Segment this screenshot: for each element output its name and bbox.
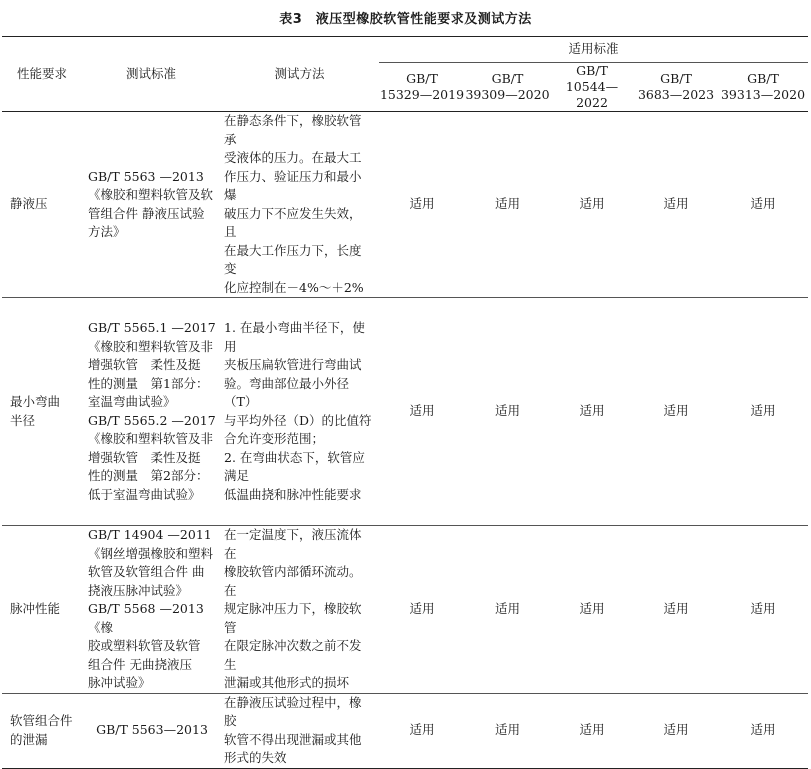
applicability-cell: 适用 [579, 601, 605, 616]
table-header [2, 37, 808, 112]
applicability-cell: 适用 [494, 403, 520, 419]
header-test-method: 测试方法 [220, 37, 379, 112]
test-method: 在静液压试验过程中，橡胶 软管不得出现泄漏或其他 形式的失效 [224, 694, 362, 765]
test-standard: GB/T 5563—2013 [96, 722, 208, 738]
applicability-cell: 适用 [409, 722, 435, 738]
test-method: 在静态条件下，橡胶软管承 受液体的压力。在最大工 作压力、验证压力和最小爆 破压力下不应发生失效，且 在最大工作压力下，长度变 化应控制在－4%～＋2% [224, 113, 364, 295]
applicability-cell: 适用 [409, 601, 435, 616]
applicability-cell: 适用 [494, 722, 520, 738]
header-perf: 性能要求 [2, 37, 82, 112]
table-row [2, 298, 808, 526]
applicability-cell: 适用 [663, 601, 689, 616]
test-standard: GB/T 5565.1 —2017 《橡胶和塑料软管及非 增强软管 柔性及挺 性的测量 第1部分： 室温弯曲试验》 GB/T 5565.2 —2017 《橡胶和塑料软管及非 增强软管 柔性及挺 性的测量 第2部分： 低于室温弯曲试验》 [88, 320, 216, 502]
performance-requirement: 脉冲性能 [10, 601, 61, 616]
header-standard: GB/T 15329—2019 [379, 63, 465, 112]
table-row [2, 526, 808, 694]
header-standard: GB/T 39309—2020 [465, 63, 550, 112]
applicability-cell: 适用 [750, 403, 776, 419]
test-method: 1. 在最小弯曲半径下，使用 夹板压扁软管进行弯曲试 验。弯曲部位最小外径（T） 与平均外径（D）的比值符 合允许变形范围； 2. 在弯曲状态下，软管应满足 低温曲挠和脉冲性能要求 [224, 320, 372, 502]
applicability-cell: 适用 [663, 196, 689, 212]
requirements-table [2, 36, 808, 769]
applicability-cell: 适用 [579, 403, 605, 419]
applicability-cell: 适用 [494, 196, 520, 212]
performance-requirement: 最小弯曲 半径 [10, 394, 61, 428]
test-standard: GB/T 5563 —2013 《橡胶和塑料软管及软 管组合件 静液压试验 方法》 [88, 168, 214, 239]
applicability-cell: 适用 [409, 196, 435, 212]
header-standard: GB/T 39313—2020 [718, 63, 808, 112]
applicability-cell: 适用 [579, 196, 605, 212]
applicability-cell: 适用 [579, 722, 605, 738]
table-row [2, 112, 808, 298]
table-row [2, 693, 808, 768]
applicability-cell: 适用 [663, 722, 689, 738]
table-body [2, 112, 808, 769]
table-caption: 表3 液压型橡胶软管性能要求及测试方法 [279, 12, 532, 27]
test-standard: GB/T 14904 —2011 《钢丝增强橡胶和塑料 软管及软管组合件 曲 挠液压脉冲试验》 GB/T 5568 —2013《橡 胶或塑料软管及软管 组合件 无曲挠液压 脉冲试验》 [88, 527, 214, 690]
applicability-cell: 适用 [750, 196, 776, 212]
test-method: 在一定温度下，液压流体在 橡胶软管内部循环流动。在 规定脉冲压力下，橡胶软管 在限定脉冲次数之前不发生 泄漏或其他形式的损坏 [224, 527, 362, 690]
header-standard: GB/T 10544—2022 [550, 63, 634, 112]
applicability-cell: 适用 [663, 403, 689, 419]
header-standard: GB/T 3683—2023 [634, 63, 718, 112]
applicability-cell: 适用 [750, 722, 776, 738]
header-applicable-standards: 适用标准 [379, 37, 808, 63]
applicability-cell: 适用 [494, 601, 520, 616]
applicability-cell: 适用 [750, 601, 776, 616]
applicability-cell: 适用 [409, 403, 435, 419]
performance-requirement: 静液压 [10, 196, 48, 212]
performance-requirement: 软管组合件 的泄漏 [10, 713, 73, 747]
header-test-standard: 测试标准 [82, 37, 220, 112]
